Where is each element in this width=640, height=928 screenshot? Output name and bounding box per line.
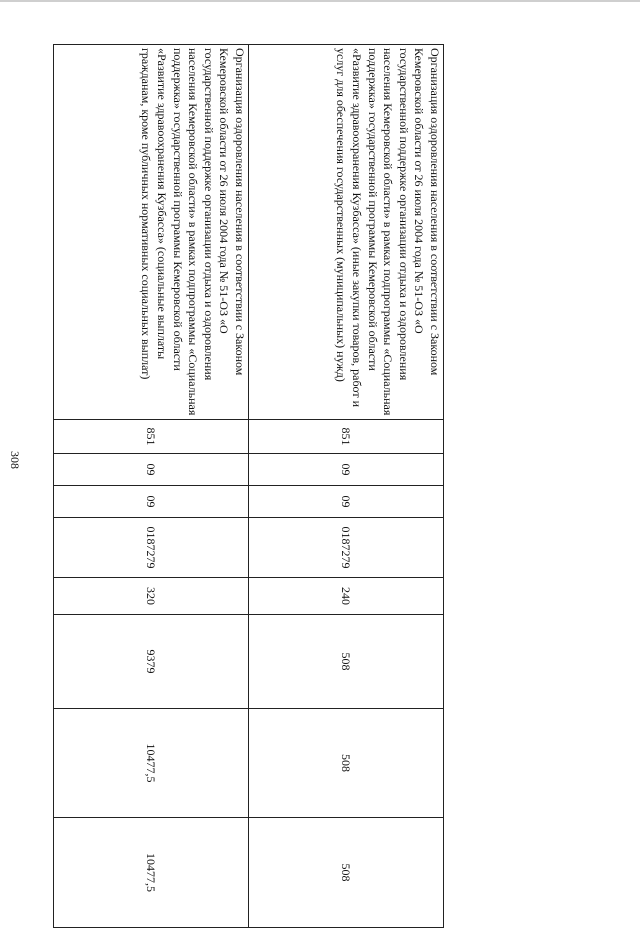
cell-amount-1: 9379 — [54, 615, 249, 709]
cell-amount-2: 508 — [249, 709, 444, 818]
cell-expense-type: 240 — [249, 578, 444, 615]
cell-amount-2: 10477,5 — [54, 709, 249, 818]
rotated-table-container — [58, 44, 444, 892]
top-border-line — [0, 0, 640, 2]
cell-section-code: 09 — [54, 454, 249, 486]
cell-department-code: 851 — [54, 420, 249, 454]
budget-table — [53, 44, 444, 928]
row-description: Организация оздоровления населения в соответствии с Законом Кемеровской области от 26 июля 2004 года № 51-ОЗ «О государственной поддержке организации отдыха и оздоровления населения Кемеровской области» в рамках подпрограммы «Социальная поддержка» государственной программы Кемеровской области «Развитие здравоохранения Кузбасса» (иные закупки товаров, работ и услуг для обеспечения государственных (муниципальных) нужд) — [249, 45, 444, 420]
cell-target-article: 0187279 — [54, 518, 249, 578]
page-number: 308 — [8, 451, 22, 469]
cell-section-code: 09 — [249, 454, 444, 486]
cell-amount-1: 508 — [249, 615, 444, 709]
cell-department-code: 851 — [249, 420, 444, 454]
row-description: Организация оздоровления населения в соответствии с Законом Кемеровской области от 26 июля 2004 года № 51-ОЗ «О государственной поддержке организации отдыха и оздоровления населения Кемеровской области» в рамках подпрограммы «Социальная поддержка» государственной программы Кемеровской области «Развитие здравоохранения Кузбасса» (социальные выплаты гражданам, кроме публичных нормативных социальных выплат) — [54, 45, 249, 420]
cell-subsection-code: 09 — [54, 486, 249, 518]
cell-amount-3: 10477,5 — [54, 818, 249, 928]
cell-target-article: 0187279 — [249, 518, 444, 578]
table-row — [249, 45, 444, 928]
table-row — [54, 45, 249, 928]
cell-subsection-code: 09 — [249, 486, 444, 518]
cell-amount-3: 508 — [249, 818, 444, 928]
cell-expense-type: 320 — [54, 578, 249, 615]
